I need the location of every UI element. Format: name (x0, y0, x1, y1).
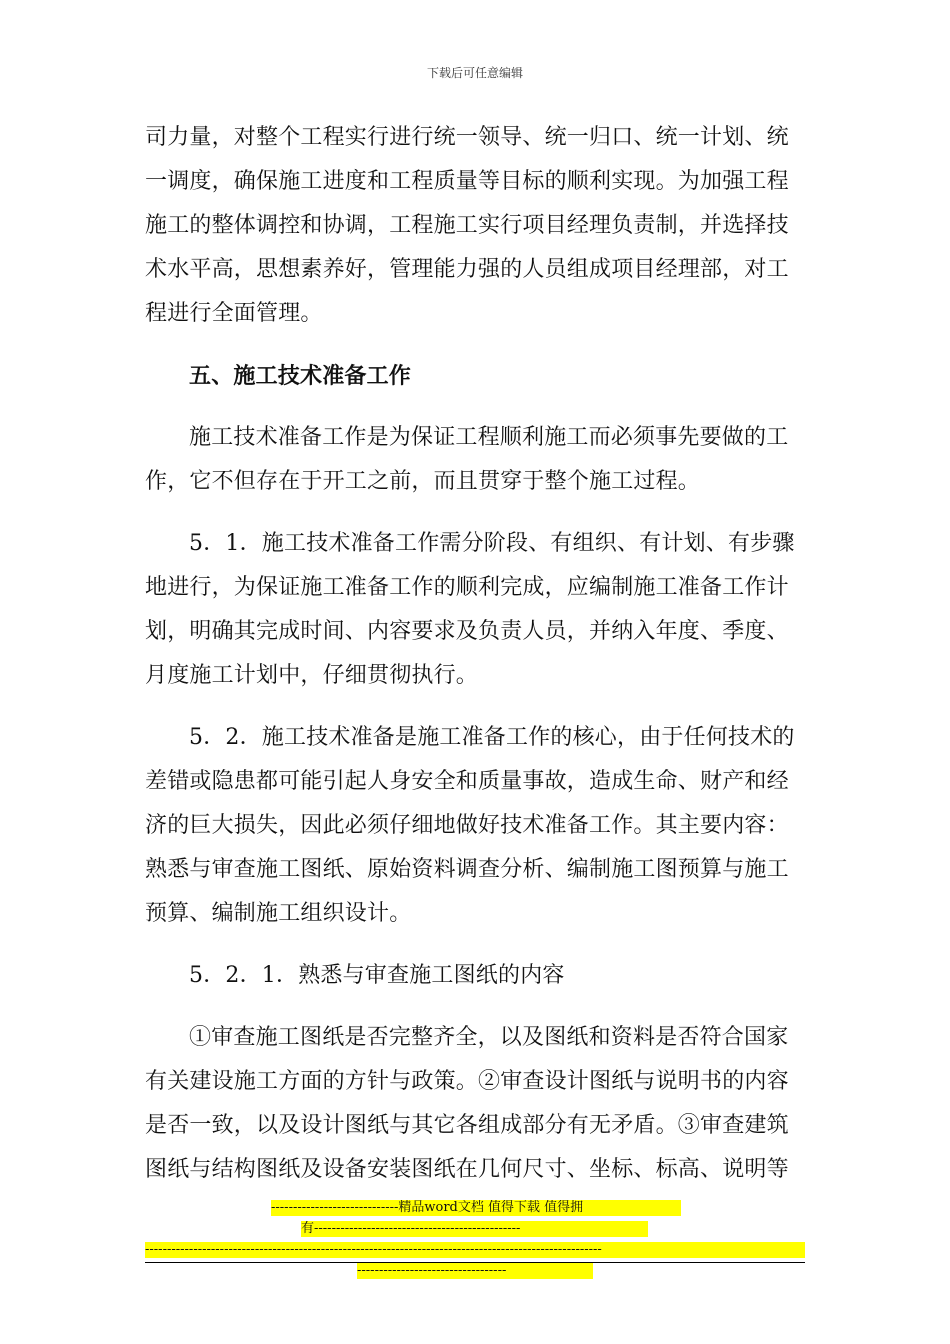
text-line: 作，它不但存在于开工之前，而且贯穿于整个施工过程。 (145, 469, 701, 494)
document-body (145, 116, 805, 1192)
text-line: 是否一致，以及设计图纸与其它各组成部分有无矛盾。③审查建筑 (145, 1113, 789, 1138)
paragraph (145, 1016, 805, 1192)
paragraph (145, 522, 805, 698)
paragraph (145, 416, 805, 504)
section-heading (145, 354, 805, 398)
paragraph-gap (145, 936, 805, 954)
paragraph-gap (145, 998, 805, 1016)
text-line: 预算、编制施工组织设计。 (145, 901, 412, 926)
text-line: 划，明确其完成时间、内容要求及负责人员，并纳入年度、季度、 (145, 619, 789, 644)
text-line: 一调度，确保施工进度和工程质量等目标的顺利实现。为加强工程 (145, 169, 789, 194)
paragraph-gap (145, 504, 805, 522)
text-line: 济的巨大损失，因此必须仔细地做好技术准备工作。其主要内容： (145, 813, 789, 838)
footer-watermark (145, 1200, 805, 1284)
paragraph-gap (145, 398, 805, 416)
text-line: 司力量，对整个工程实行进行统一领导、统一归口、统一计划、统 (145, 125, 789, 150)
paragraph (145, 116, 805, 336)
footer-line-1: -----------------------------精品word文档 值得下载 值得拥 (271, 1200, 681, 1216)
text-line: 程进行全面管理。 (145, 301, 323, 326)
text-line: 有关建设施工方面的方针与政策。②审查设计图纸与说明书的内容 (145, 1069, 789, 1094)
header-note: 下载后可任意编辑 (426, 66, 523, 80)
text-line: 施工技术准备工作是为保证工程顺利施工而必须事先要做的工 (189, 425, 789, 450)
text-line: 差错或隐患都可能引起人身安全和质量事故，造成生命、财产和经 (145, 769, 789, 794)
text-line: 术水平高，思想素养好，管理能力强的人员组成项目经理部，对工 (145, 257, 789, 282)
text-line: 熟悉与审查施工图纸、原始资料调查分析、编制施工图预算与施工 (145, 857, 789, 882)
paragraph-gap (145, 698, 805, 716)
footer-line-4: ---------------------------------- (357, 1263, 593, 1279)
paragraph (145, 954, 805, 998)
text-line: 5．2．1．熟悉与审查施工图纸的内容 (189, 963, 565, 988)
paragraph-gap (145, 336, 805, 354)
footer-rule (145, 1262, 805, 1263)
text-line: 5．2．施工技术准备是施工准备工作的核心，由于任何技术的 (189, 725, 795, 750)
footer-line-3: -------------------------------------------------------------------------------------------------------- (145, 1242, 805, 1258)
text-line: ①审查施工图纸是否完整齐全，以及图纸和资料是否符合国家 (189, 1025, 789, 1050)
footer-line-2: 有----------------------------------------------- (301, 1221, 648, 1237)
text-line: 月度施工计划中，仔细贯彻执行。 (145, 663, 479, 688)
text-line: 地进行，为保证施工准备工作的顺利完成，应编制施工准备工作计 (145, 575, 789, 600)
text-line: 施工的整体调控和协调，工程施工实行项目经理负责制，并选择技 (145, 213, 789, 238)
paragraph (145, 716, 805, 936)
text-line: 图纸与结构图纸及设备安装图纸在几何尺寸、坐标、标高、说明等 (145, 1157, 789, 1182)
text-line: 五、施工技术准备工作 (189, 363, 412, 389)
text-line: 5．1．施工技术准备工作需分阶段、有组织、有计划、有步骤 (189, 531, 795, 556)
